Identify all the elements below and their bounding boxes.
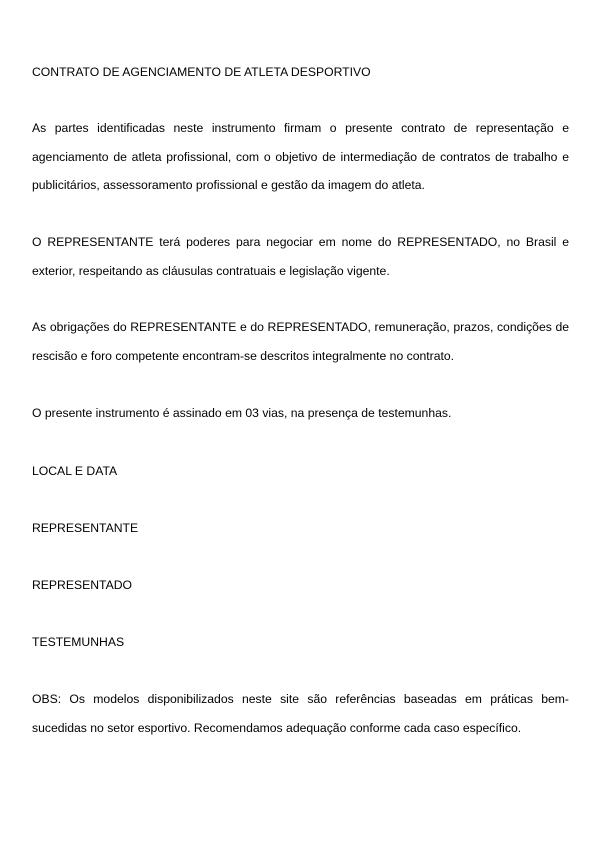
paragraph-obligations: As obrigações do REPRESENTANTE e do REPRESENTADO, remuneração, prazos, condições de rescisão e foro competente encontram-se descritos integralmente no contrato. (32, 320, 569, 363)
representante-field: REPRESENTANTE (32, 521, 139, 535)
local-data-field: LOCAL E DATA (32, 464, 118, 478)
document-title: CONTRATO DE AGENCIAMENTO DE ATLETA DESPORTIVO (32, 65, 371, 79)
disclaimer-note: OBS: Os modelos disponibilizados neste site são referências baseadas em práticas bem-sucedidas no setor esportivo. Recomendamos adequação conforme cada caso específico. (32, 692, 569, 735)
paragraph-parties: As partes identificadas neste instrumento firmam o presente contrato de representação e agenciamento de atleta profissional, com o objetivo de intermediação de contratos de trabalho e publicitários, assessoramento profissional e gestão da imagem do atleta. (32, 121, 569, 192)
paragraph-signing: O presente instrumento é assinado em 03 vias, na presença de testemunhas. (32, 406, 452, 420)
representado-field: REPRESENTADO (32, 578, 132, 592)
testemunhas-field: TESTEMUNHAS (32, 635, 125, 649)
paragraph-powers: O REPRESENTANTE terá poderes para negociar em nome do REPRESENTADO, no Brasil e exterior, respeitando as cláusulas contratuais e legislação vigente. (32, 235, 569, 278)
